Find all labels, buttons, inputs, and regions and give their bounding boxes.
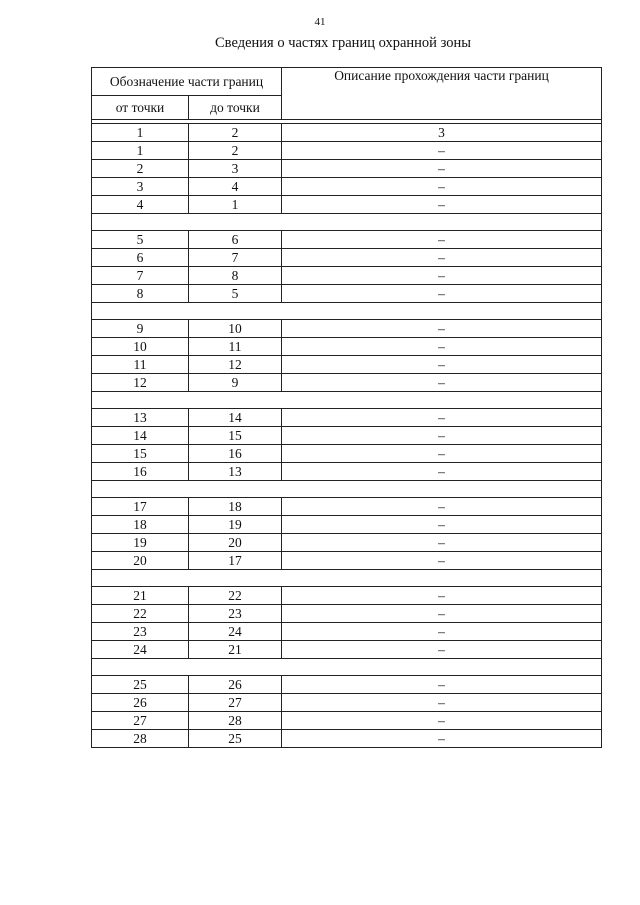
from-point-cell: 24	[92, 641, 189, 659]
from-point-cell: 17	[92, 498, 189, 516]
to-point-header: до точки	[189, 96, 282, 120]
description-cell: –	[282, 356, 602, 374]
description-cell: –	[282, 338, 602, 356]
to-point-cell: 10	[189, 320, 282, 338]
from-point-cell: 2	[92, 160, 189, 178]
table-row	[92, 249, 602, 267]
from-point-cell: 23	[92, 623, 189, 641]
from-point-cell: 9	[92, 320, 189, 338]
table-row	[92, 356, 602, 374]
to-point-cell: 14	[189, 409, 282, 427]
description-cell: –	[282, 694, 602, 712]
description-cell: –	[282, 534, 602, 552]
to-point-cell: 20	[189, 534, 282, 552]
to-point-cell: 22	[189, 587, 282, 605]
description-cell: –	[282, 142, 602, 160]
description-cell: –	[282, 587, 602, 605]
table-row	[92, 516, 602, 534]
description-cell: –	[282, 196, 602, 214]
column-number: 2	[189, 124, 282, 142]
to-point-cell: 19	[189, 516, 282, 534]
from-point-cell: 7	[92, 267, 189, 285]
table-row	[92, 427, 602, 445]
table-body	[92, 120, 602, 748]
from-point-cell: 10	[92, 338, 189, 356]
group-separator-row	[92, 214, 602, 231]
table-row	[92, 552, 602, 570]
group-separator-row	[92, 303, 602, 320]
description-cell: –	[282, 285, 602, 303]
description-cell: –	[282, 516, 602, 534]
boundary-parts-table	[91, 67, 602, 748]
column-number: 3	[282, 124, 602, 142]
column-number: 1	[92, 124, 189, 142]
table-row	[92, 374, 602, 392]
table-row	[92, 676, 602, 694]
description-header: Описание прохождения части границ	[282, 68, 602, 120]
from-point-cell: 11	[92, 356, 189, 374]
description-cell: –	[282, 498, 602, 516]
to-point-cell: 26	[189, 676, 282, 694]
to-point-cell: 15	[189, 427, 282, 445]
to-point-cell: 24	[189, 623, 282, 641]
description-cell: –	[282, 427, 602, 445]
from-point-cell: 27	[92, 712, 189, 730]
to-point-cell: 25	[189, 730, 282, 748]
to-point-cell: 9	[189, 374, 282, 392]
to-point-cell: 6	[189, 231, 282, 249]
from-point-cell: 12	[92, 374, 189, 392]
description-cell: –	[282, 231, 602, 249]
from-point-cell: 18	[92, 516, 189, 534]
description-cell: –	[282, 552, 602, 570]
to-point-cell: 12	[189, 356, 282, 374]
from-point-cell: 3	[92, 178, 189, 196]
to-point-cell: 13	[189, 463, 282, 481]
to-point-cell: 23	[189, 605, 282, 623]
from-point-cell: 6	[92, 249, 189, 267]
from-point-cell: 20	[92, 552, 189, 570]
table-row	[92, 498, 602, 516]
table-row	[92, 694, 602, 712]
from-point-cell: 19	[92, 534, 189, 552]
table-row	[92, 712, 602, 730]
page-number: 41	[314, 16, 326, 28]
table-row	[92, 142, 602, 160]
to-point-cell: 8	[189, 267, 282, 285]
from-point-cell: 4	[92, 196, 189, 214]
from-point-cell: 5	[92, 231, 189, 249]
from-point-cell: 15	[92, 445, 189, 463]
table-row	[92, 641, 602, 659]
document-title: Сведения о частях границ охранной зоны	[215, 35, 471, 51]
from-point-cell: 1	[92, 142, 189, 160]
to-point-cell: 17	[189, 552, 282, 570]
from-point-cell: 28	[92, 730, 189, 748]
to-point-cell: 1	[189, 196, 282, 214]
to-point-cell: 4	[189, 178, 282, 196]
description-cell: –	[282, 178, 602, 196]
group-separator-row	[92, 481, 602, 498]
group-separator-row	[92, 659, 602, 676]
table-row	[92, 267, 602, 285]
from-point-cell: 13	[92, 409, 189, 427]
table-row	[92, 605, 602, 623]
to-point-cell: 18	[189, 498, 282, 516]
description-cell: –	[282, 160, 602, 178]
description-cell: –	[282, 445, 602, 463]
from-point-cell: 22	[92, 605, 189, 623]
description-cell: –	[282, 267, 602, 285]
table-row	[92, 320, 602, 338]
table-row	[92, 196, 602, 214]
from-point-cell: 16	[92, 463, 189, 481]
to-point-cell: 7	[189, 249, 282, 267]
group-separator-row	[92, 570, 602, 587]
to-point-cell: 5	[189, 285, 282, 303]
table-row	[92, 445, 602, 463]
table-row	[92, 338, 602, 356]
description-cell: –	[282, 320, 602, 338]
column-number-row	[92, 124, 602, 142]
description-cell: –	[282, 730, 602, 748]
to-point-cell: 28	[189, 712, 282, 730]
description-cell: –	[282, 374, 602, 392]
table-header-row	[92, 68, 602, 96]
table-row	[92, 463, 602, 481]
to-point-cell: 2	[189, 142, 282, 160]
table-row	[92, 409, 602, 427]
from-point-cell: 25	[92, 676, 189, 694]
table-row	[92, 160, 602, 178]
description-cell: –	[282, 605, 602, 623]
from-point-cell: 21	[92, 587, 189, 605]
description-cell: –	[282, 623, 602, 641]
description-cell: –	[282, 249, 602, 267]
table-row	[92, 285, 602, 303]
table-row	[92, 730, 602, 748]
from-point-cell: 8	[92, 285, 189, 303]
boundary-designation-header: Обозначение части границ	[92, 68, 282, 96]
from-point-cell: 26	[92, 694, 189, 712]
description-cell: –	[282, 712, 602, 730]
table-row	[92, 178, 602, 196]
to-point-cell: 11	[189, 338, 282, 356]
to-point-cell: 21	[189, 641, 282, 659]
table-row	[92, 231, 602, 249]
from-point-cell: 14	[92, 427, 189, 445]
table-row	[92, 623, 602, 641]
table-row	[92, 534, 602, 552]
description-cell: –	[282, 463, 602, 481]
description-cell: –	[282, 641, 602, 659]
description-cell: –	[282, 409, 602, 427]
to-point-cell: 16	[189, 445, 282, 463]
description-cell: –	[282, 676, 602, 694]
table-row	[92, 587, 602, 605]
from-point-header: от точки	[92, 96, 189, 120]
group-separator-row	[92, 392, 602, 409]
to-point-cell: 27	[189, 694, 282, 712]
to-point-cell: 3	[189, 160, 282, 178]
